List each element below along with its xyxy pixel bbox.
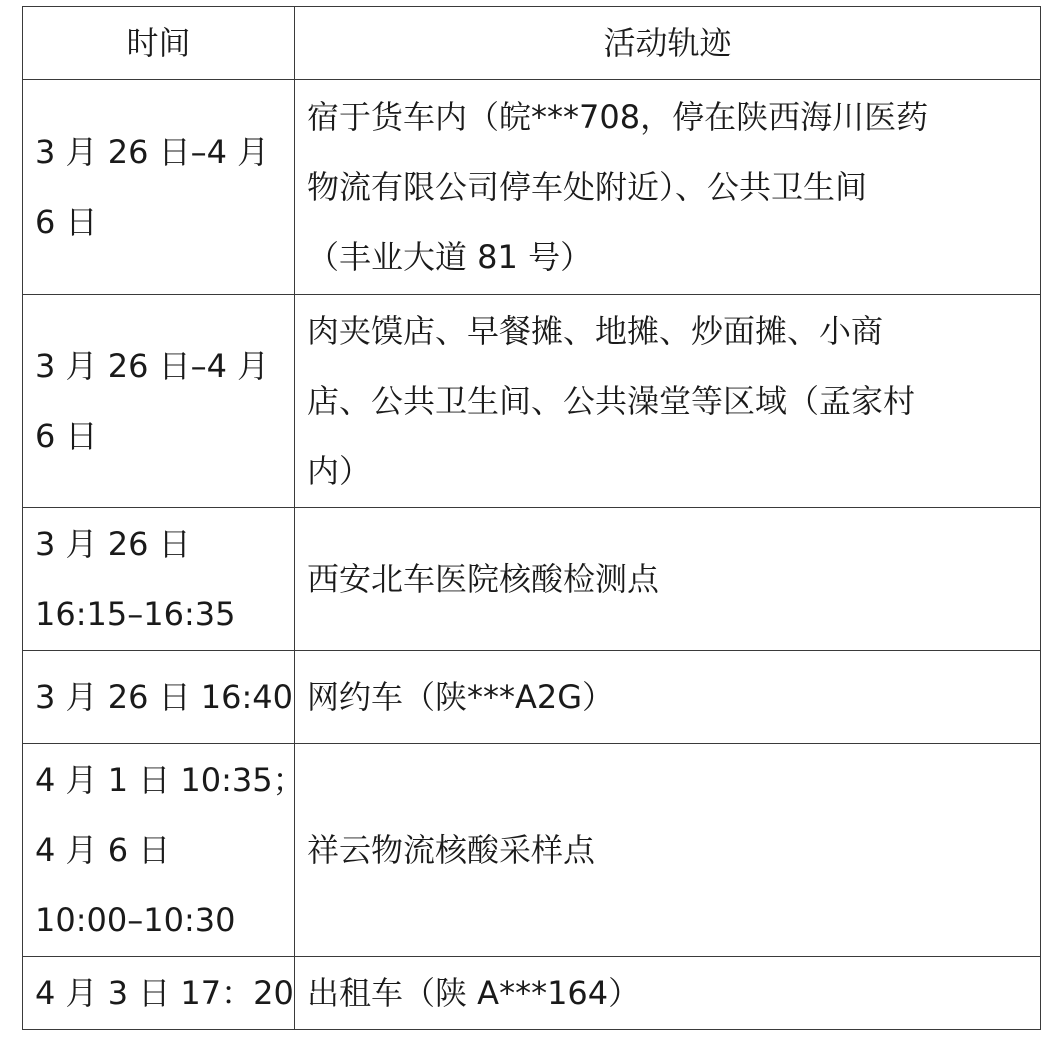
activity-line: 肉夹馍店、早餐摊、地摊、炒面摊、小商 [307,312,884,350]
time-cell [23,957,295,1030]
time-line: 3 月 26 日–4 月 [35,347,270,385]
activity-cell [295,651,1041,744]
activity-cell [295,744,1041,957]
time-line: 6 日 [35,417,98,455]
time-line: 3 月 26 日 [35,525,191,563]
table-header-row [23,7,1041,80]
time-line: 10:00–10:30 [35,901,236,939]
activity-line: 出租车（陕 A***164） [307,974,641,1012]
time-line: 16:15–16:35 [35,595,236,633]
activity-cell [295,957,1041,1030]
table-row [23,80,1041,295]
time-line: 6 日 [35,203,98,241]
time-line: 3 月 26 日 16:40 [35,678,293,716]
trajectory-table [22,6,1041,1030]
time-line: 3 月 26 日–4 月 [35,133,270,171]
activity-line: 西安北车医院核酸检测点 [307,560,660,598]
activity-line: 店、公共卫生间、公共澡堂等区域（孟家村 [307,382,916,420]
activity-cell [295,295,1041,508]
table-row [23,651,1041,744]
table-row [23,744,1041,957]
time-cell [23,744,305,957]
header-activity: 活动轨迹 [295,7,1041,80]
activity-line: 宿于货车内（皖***708，停在陕西海川医药 [307,98,929,136]
activity-cell [295,80,1041,295]
activity-line: （丰业大道 81 号） [307,238,593,276]
activity-line: 内） [307,452,372,490]
table-row [23,508,1041,651]
time-cell [23,508,295,651]
activity-line: 物流有限公司停车处附近）、公共卫生间 [307,168,868,206]
time-line: 4 月 3 日 17：20 [35,974,294,1012]
table-row [23,295,1041,508]
time-cell [23,295,295,508]
time-cell [23,80,295,295]
table-row [23,957,1041,1030]
activity-line: 祥云物流核酸采样点 [307,831,596,869]
time-cell [23,651,295,744]
header-time: 时间 [23,7,295,80]
activity-line: 网约车（陕***A2G） [307,678,615,716]
time-line: 4 月 6 日 [35,831,171,869]
time-line: 4 月 1 日 10:35； [35,761,305,799]
activity-cell [295,508,1041,651]
